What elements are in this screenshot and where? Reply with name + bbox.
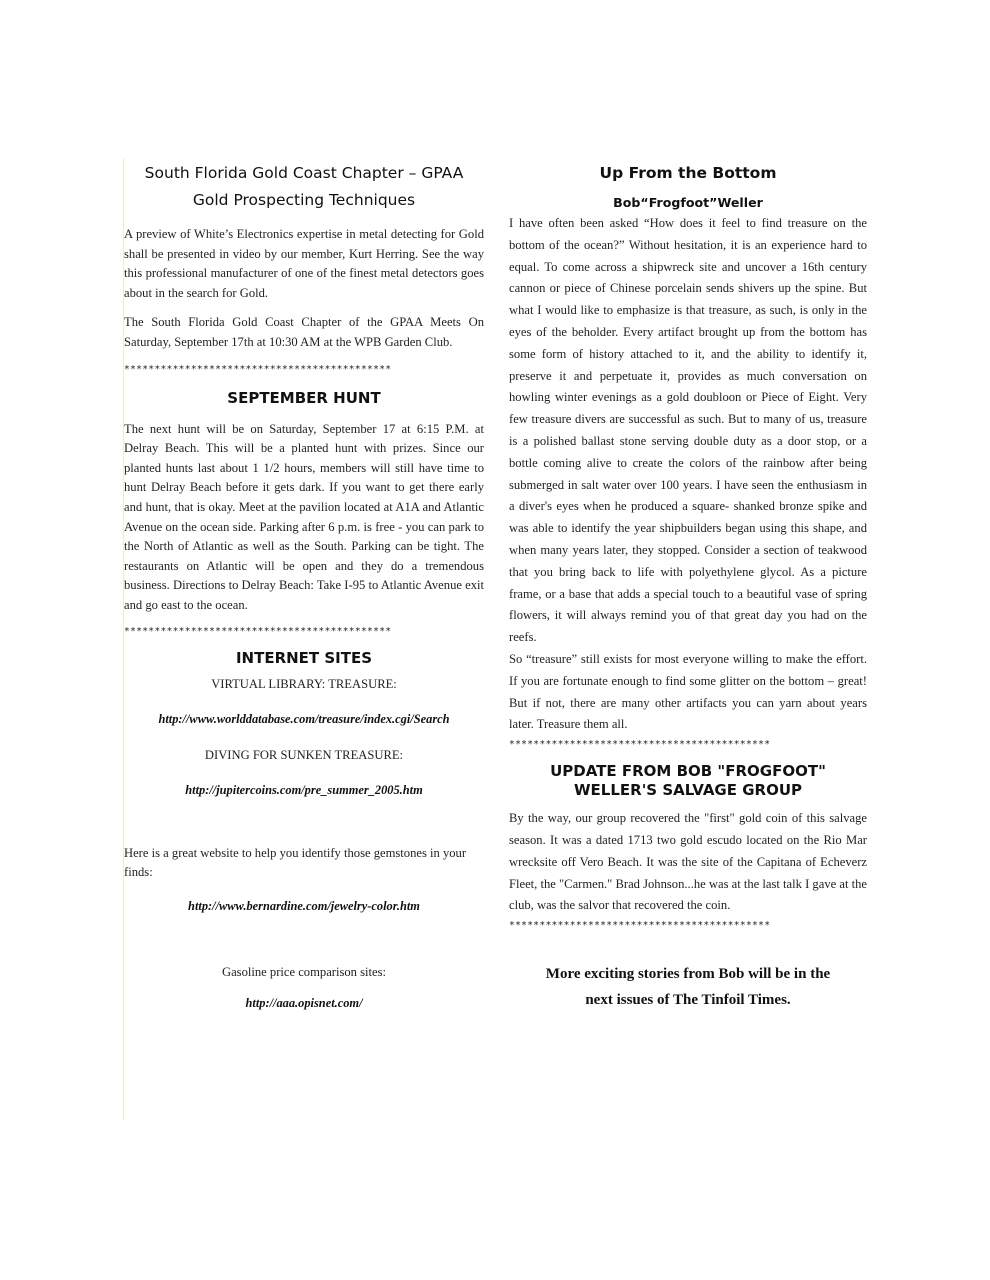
meeting-paragraph: The South Florida Gold Coast Chapter of the GPAA Meets On Saturday, September 17th at 10:30 AM at the WPB Garden Club. — [124, 315, 484, 349]
update-heading — [509, 762, 867, 800]
gemstones-paragraph: Here is a great website to help you identify those gemstones in your finds: — [124, 845, 467, 880]
left-column — [123, 158, 484, 1120]
update-heading-line2: WELLER'S SALVAGE GROUP — [574, 781, 802, 800]
closing-line-1: More exciting stories from Bob will be in the — [545, 966, 831, 983]
divider: ******************************************** — [124, 625, 392, 637]
closing-note — [509, 961, 867, 1013]
internet-sites-heading: INTERNET SITES — [235, 648, 373, 667]
divider: ******************************************* — [509, 739, 771, 751]
closing-line-2: next issues of The Tinfoil Times. — [585, 992, 791, 1009]
chapter-subtitle: Gold Prospecting Techniques — [192, 191, 416, 209]
gasoline-link[interactable]: http://aaa.opisnet.com/ — [245, 995, 363, 1010]
gemstones-link[interactable]: http://www.bernardine.com/jewelry-color.htm — [188, 898, 420, 913]
diving-label: DIVING FOR SUNKEN TREASURE: — [204, 747, 404, 762]
article-paragraph: I have often been asked “How does it feel to find treasure on the bottom of the ocean?” Without hesitation, it is an experience hard to equal. To come across a shipwreck site and uncover a 16th century cannon or piece of Chinese porcelain sends shivers up the spine. But what I would like to emphasize is that treasure, as such, is only in the eyes of the beholder. Every artifact brought up from the bottom has some form of history attached to it, and the ability to identify it, preserve it and perpetuate it, provides as much conversation on howling winter evenings as a gold doubloon or Piece of Eight. Very few treasure divers are successful as such. But to many of us, treasure is a polished ballast stone serving double duty as a door stop, or a bottle coming alive to create the colors of the rainbow after being submerged in salt water over 100 years. I have seen the enthusiasm in a diver's eyes when he produced a square- shanked bronze spike and was able to identify the year shipbuilders began using this shape, and when many years later, they stopped. Consider a section of teakwood that you bring back to life with polyethylene glycol. As a picture frame, or a base that adds a special touch to a beautiful vase of spring flowers, it will always remind you of that great day you had on the reefs. — [509, 216, 867, 645]
divider: ******************************************** — [124, 363, 392, 375]
chapter-title: South Florida Gold Coast Chapter – GPAA — [144, 164, 464, 182]
right-column — [509, 158, 867, 1013]
hunt-heading: SEPTEMBER HUNT — [227, 388, 381, 407]
diving-link[interactable]: http://jupitercoins.com/pre_summer_2005.htm — [185, 782, 423, 797]
article-byline: Bob“Frogfoot”Weller — [613, 195, 763, 210]
gasoline-label: Gasoline price comparison sites: — [221, 964, 387, 979]
update-heading-line1: UPDATE FROM BOB "FROGFOOT" — [550, 762, 826, 781]
preview-paragraph: A preview of White’s Electronics expertise in metal detecting for Gold shall be presented in video by our member, Kurt Herring. See the way this professional manufacturer of one of the finest metal detectors goes about in the search for Gold. — [124, 227, 484, 300]
virtual-library-label: VIRTUAL LIBRARY: TREASURE: — [211, 676, 397, 691]
update-paragraph: By the way, our group recovered the "first" gold coin of this salvage season. It was a dated 1713 two gold escudo located on the Rio Mar wrecksite off Vero Beach. It was the site of the Capitana of Echeverz Fleet, the "Carmen." Brad Johnson...he was at the last talk I gave at the club, was the salvor that recovered the coin. — [509, 811, 867, 913]
virtual-library-link[interactable]: http://www.worlddatabase.com/treasure/index.cgi/Search — [158, 711, 450, 726]
hunt-paragraph: The next hunt will be on Saturday, September 17 at 6:15 P.M. at Delray Beach. This will be a planted hunt with prizes. Since our planted hunts last about 1 1/2 hours, members will still have time to hunt Delray Beach before it gets dark. If you want to get there early and hunt, that is okay. Meet at the pavilion located at A1A and Atlantic Avenue on the ocean side. Parking after 6 p.m. is free - you can park to the North of Atlantic as well as the South. Parking can be tight. The restaurants on Atlantic will be open and they do a tremendous business. Directions to Delray Beach: Take I-95 to Atlantic Avenue exit and go east to the ocean. — [124, 421, 484, 612]
divider: ******************************************* — [509, 920, 771, 932]
article-paragraph: So “treasure” still exists for most everyone willing to make the effort. If you are fortunate enough to find some glitter on the bottom – great! But if not, there are many other artifacts you can yarn about years later. Treasure them all. — [509, 651, 867, 732]
article-title: Up From the Bottom — [599, 164, 777, 182]
